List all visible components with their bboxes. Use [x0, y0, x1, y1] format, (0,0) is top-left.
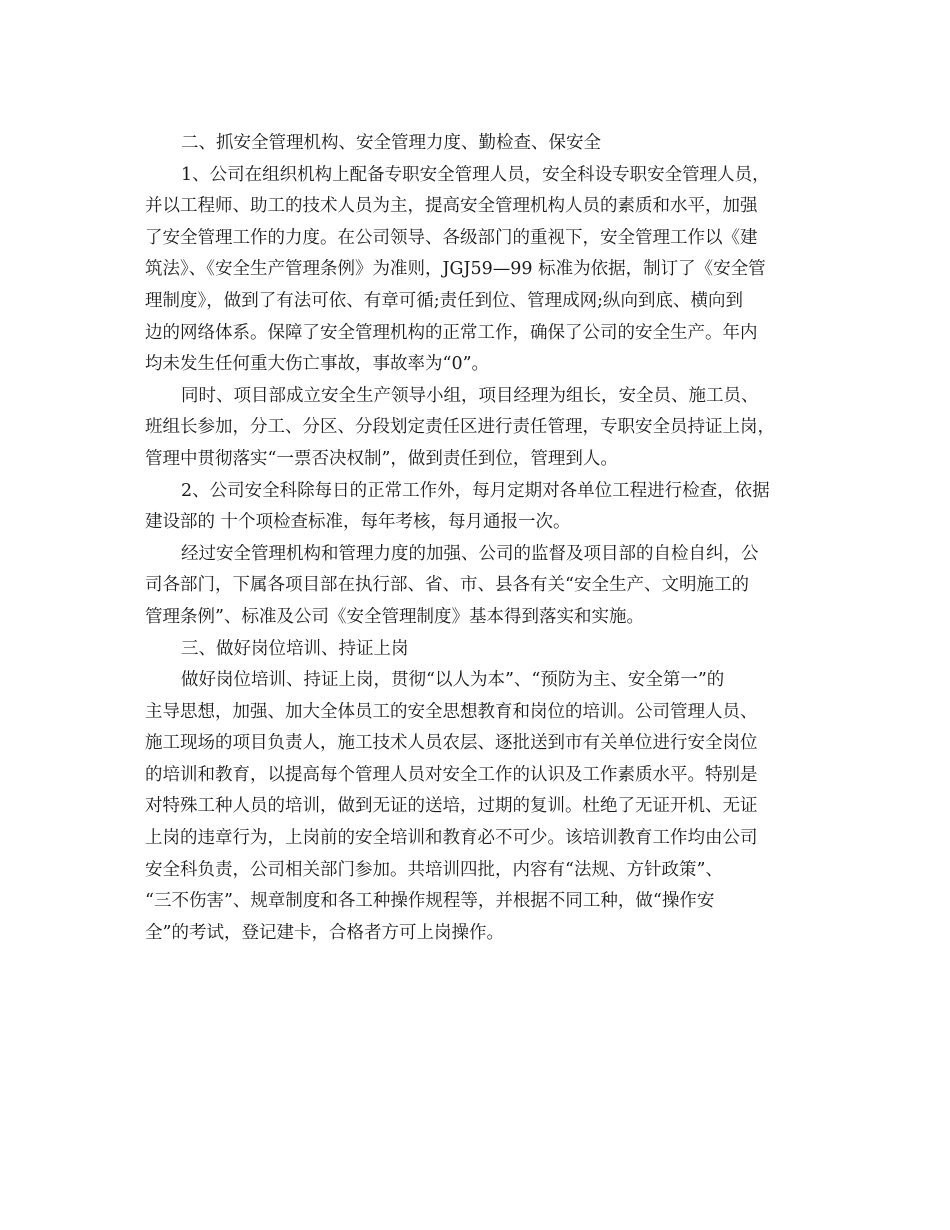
section-heading-2 [145, 128, 810, 160]
text-line: 理制度》，做到了有法可依、有章可循;责任到位、管理成网;纵向到底、横向到 [145, 290, 744, 311]
text-line: 管理条例”、标准及公司《安全管理制度》基本得到落实和实施。 [145, 606, 644, 627]
text-line: 的培训和教育，以提高每个管理人员对安全工作的认识及工作素质水平。特别是 [145, 764, 758, 785]
text-line: 二、抓安全管理机构、安全管理力度、勤检查、保安全 [181, 133, 601, 153]
text-line: 施工现场的项目负责人，施工技术人员农层、逐批送到市有关单位进行安全岗位 [145, 733, 758, 754]
text-line: 1、公司在组织机构上配备专职安全管理人员，安全科设专职安全管理人员， [181, 164, 770, 185]
paragraph-project-safety-group [145, 381, 810, 476]
text-line: 了安全管理工作的力度。在公司领导、各级部门的重视下，安全管理工作以《建 [145, 227, 758, 248]
text-line: 经过安全管理机构和管理力度的加强、公司的监督及项目部的自检自纠，公 [181, 543, 759, 564]
text-line: 班组长参加，分工、分区、分段划定责任区进行责任管理，专职安全员持证上岗， [145, 417, 775, 438]
text-line: 上岗的违章行为，上岗前的安全培训和教育必不可少。该培训教育工作均由公司 [145, 828, 758, 849]
text-line: 司各部门，下属各项目部在执行部、省、市、县各有关“安全生产、文明施工的 [145, 575, 749, 596]
paragraph-supervision-result [145, 539, 810, 634]
text-line: 筑法》、《安全生产管理条例》为准则，JGJ59—99 标准为依据，制订了《安全管 [145, 259, 766, 280]
text-line: 管理中贯彻落实“一票否决权制”，做到责任到位，管理到人。 [145, 448, 618, 469]
document-body [145, 128, 810, 949]
text-line: 三、做好岗位培训、持证上岗 [181, 638, 409, 659]
text-line: 主导思想，加强、加大全体员工的安全思想教育和岗位的培训。公司管理人员、 [145, 701, 758, 722]
section-heading-3 [145, 634, 810, 666]
text-line: 同时、项目部成立安全生产领导小组，项目经理为组长，安全员、施工员、 [181, 385, 759, 406]
paragraph-monthly-inspection [145, 476, 810, 539]
text-line: 对特殊工种人员的培训，做到无证的送培，过期的复训。杜绝了无证开机、无证 [145, 796, 758, 817]
text-line: 并以工程师、助工的技术人员为主，提高安全管理机构人员的素质和水平，加强 [145, 196, 758, 217]
text-line: 均未发生任何重大伤亡事故，事故率为“0”。 [145, 354, 490, 375]
paragraph-job-training [145, 665, 810, 949]
text-line: 全”的考试，登记建卡，合格者方可上岗操作。 [145, 922, 504, 943]
text-line: 安全科负责，公司相关部门参加。共培训四批，内容有“法规、方针政策”、 [145, 859, 723, 880]
text-line: 2、公司安全科除每日的正常工作外，每月定期对各单位工程进行检查，依据 [181, 480, 770, 501]
text-line: 建设部的 十个项检查标准，每年考核，每月通报一次。 [145, 512, 571, 533]
paragraph-safety-organization [145, 160, 810, 381]
text-line: 做好岗位培训、持证上岗，贯彻“以人为本”、“预防为主、安全第一”的 [181, 670, 725, 691]
text-line: 边的网络体系。保障了安全管理机构的正常工作，确保了公司的安全生产。年内 [145, 322, 758, 343]
text-line: “三不伤害”、规章制度和各工种操作规程等，并根据不同工种，做“操作安 [145, 891, 715, 912]
